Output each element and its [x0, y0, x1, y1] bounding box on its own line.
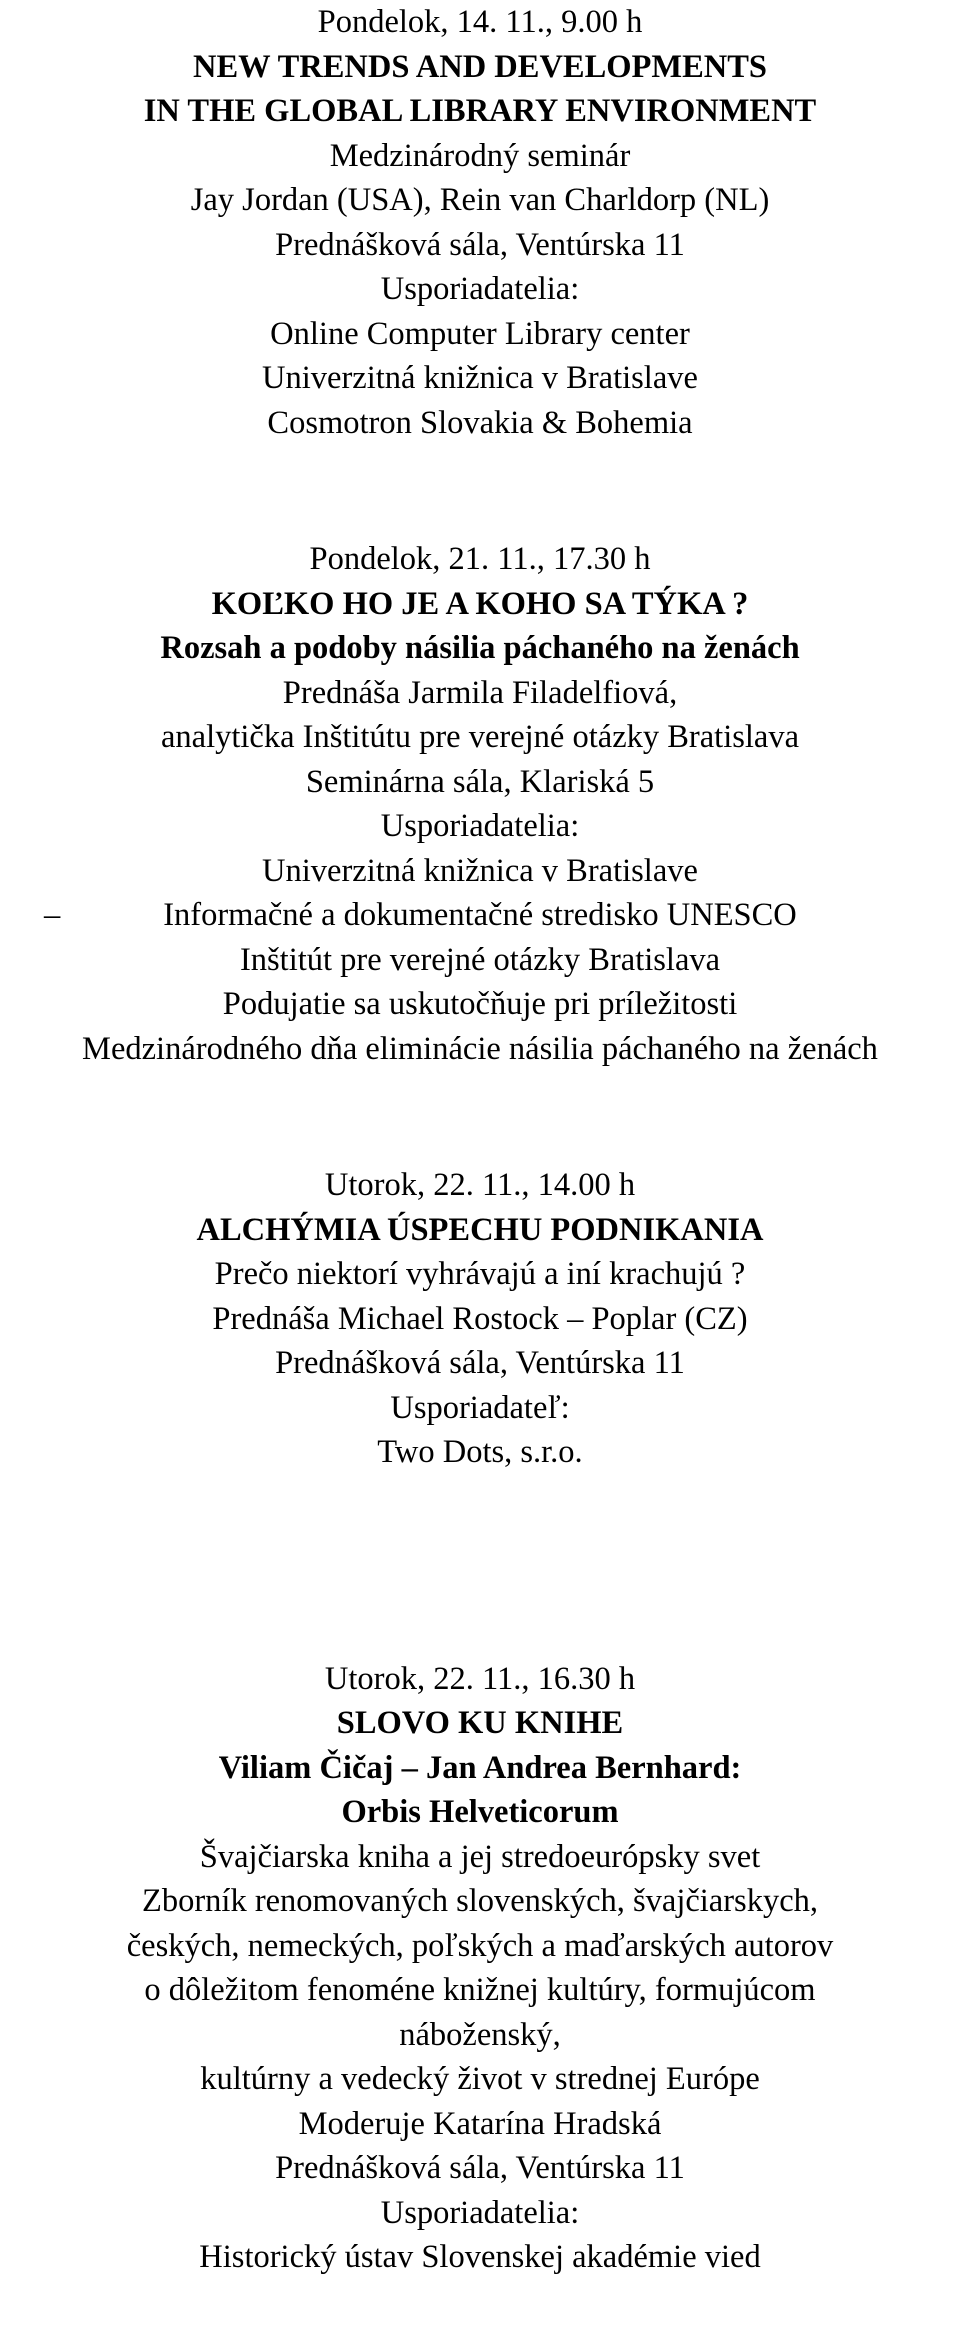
organizer: Univerzitná knižnica v Bratislave [262, 852, 698, 889]
organizer: Inštitút pre verejné otázky Bratislava [239, 941, 721, 978]
event-venue: Seminárna sála, Klariská 5 [305, 763, 655, 800]
organizers-label: Usporiadateľ: [390, 1389, 570, 1426]
event-title-line: IN THE GLOBAL LIBRARY ENVIRONMENT [143, 93, 817, 129]
event-title-line: ALCHÝMIA ÚSPECHU PODNIKANIA [196, 1211, 764, 1248]
event-venue: Prednášková sála, Ventúrska 11 [275, 1345, 685, 1381]
organizer: Cosmotron Slovakia & Bohemia [267, 404, 693, 441]
event-speaker-role: analytička Inštitútu pre verejné otázky Bratislava [160, 719, 800, 755]
event-subtitle: Prečo niektorí vyhrávajú a iní krachujú ? [214, 1256, 746, 1292]
event-date: Utorok, 22. 11., 14.00 h [324, 1167, 636, 1203]
event-separator [0, 445, 960, 537]
event-moderator: Moderuje Katarína Hradská [298, 2105, 662, 2142]
event-description: Švajčiarska kniha a jej stredoeurópsky svet [199, 1838, 761, 1875]
event-date: Pondelok, 14. 11., 9.00 h [317, 4, 643, 40]
event-description: kultúrny a vedecký život v strednej Európe [200, 2061, 760, 2097]
organizers-label: Usporiadatelia: [380, 808, 580, 844]
organizer: Univerzitná knižnica v Bratislave [262, 360, 698, 396]
event-separator [0, 1071, 960, 1163]
event-title-line: Orbis Helveticorum [341, 1794, 619, 1830]
event-venue: Prednášková sála, Ventúrska 11 [275, 226, 685, 263]
event-3 [0, 1163, 960, 1475]
event-speaker: Prednáša Jarmila Filadelfiová, [282, 674, 678, 711]
organizer: Online Computer Library center [270, 315, 690, 352]
organizer-with-dash [0, 893, 960, 938]
event-description: o dôležitom fenoméne knižnej kultúry, formujúcom [144, 1972, 816, 2008]
event-description: českých, nemeckých, poľských a maďarských autorov [126, 1927, 834, 1964]
event-2 [0, 537, 960, 1071]
event-speakers: Jay Jordan (USA), Rein van Charldorp (NL) [190, 182, 770, 218]
event-1 [0, 0, 960, 445]
event-title-line: NEW TRENDS AND DEVELOPMENTS [193, 48, 767, 85]
event-4 [0, 1657, 960, 2280]
event-title-line: KOĽKO HO JE A KOHO SA TÝKA ? [211, 585, 749, 622]
event-note: Medzinárodného dňa eliminácie násilia páchaného na ženách [82, 1030, 878, 1067]
organizers-label: Usporiadatelia: [380, 271, 580, 307]
event-description: Zborník renomovaných slovenských, švajčiarskych, [141, 1883, 818, 1919]
event-date: Utorok, 22. 11., 16.30 h [324, 1660, 636, 1697]
organizer: Two Dots, s.r.o. [377, 1434, 583, 1470]
organizer: Informačné a dokumentačné stredisko UNESCO [163, 897, 797, 933]
event-note: Podujatie sa uskutočňuje pri príležitosti [222, 986, 738, 1022]
event-date: Pondelok, 21. 11., 17.30 h [309, 541, 651, 577]
event-title-line: SLOVO KU KNIHE [336, 1705, 624, 1741]
event-separator [0, 1475, 960, 1657]
organizer: Historický ústav Slovenskej akadémie vied [199, 2239, 761, 2275]
event-title-line: Viliam Čičaj – Jan Andrea Bernhard: [218, 1749, 742, 1786]
event-venue: Prednášková sála, Ventúrska 11 [275, 2150, 685, 2186]
event-description: náboženský, [399, 2016, 561, 2053]
organizers-label: Usporiadatelia: [380, 2194, 580, 2231]
event-subtitle: Rozsah a podoby násilia páchaného na ženách [160, 630, 800, 666]
event-speaker: Prednáša Michael Rostock – Poplar (CZ) [212, 1300, 748, 1337]
dash-bullet: – [44, 897, 61, 933]
event-type: Medzinárodný seminár [329, 137, 631, 174]
